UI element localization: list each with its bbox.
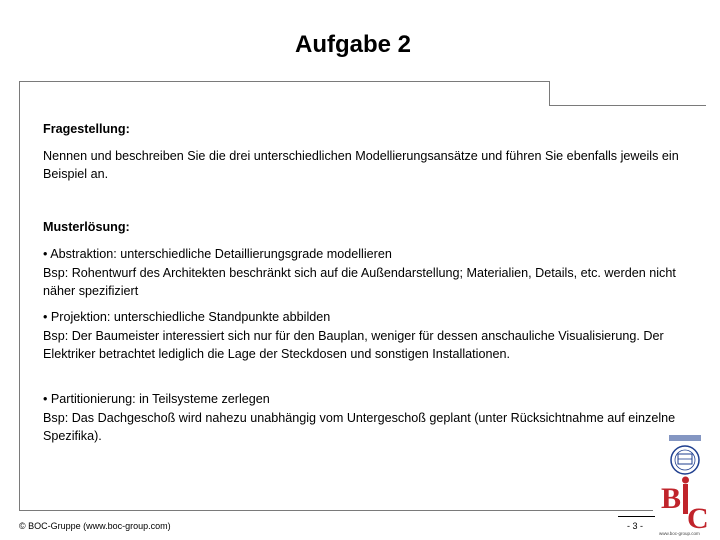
- footer-line: [618, 516, 655, 517]
- solution-point: • Projektion: unterschiedliche Standpunkte abbilden: [43, 310, 331, 324]
- university-boc-logo: [655, 432, 713, 537]
- question-heading: Fragestellung:: [43, 122, 130, 136]
- logo-url-text: www.boc-group.com: [659, 531, 700, 536]
- boc-letters-icon: [661, 477, 709, 536]
- solution-example: Bsp: Der Baumeister interessiert sich nur für den Bauplan, weniger für dessen anschauliche Visualisierung. Der Elektriker betrachtet lediglich die Lage der Steckdosen und sonstigen Installationen.: [43, 328, 664, 361]
- solution-heading: Musterlösung:: [43, 220, 130, 234]
- solution-block: [43, 218, 683, 237]
- footer-copyright: © BOC-Gruppe (www.boc-group.com): [19, 521, 171, 531]
- frame-step-line: [549, 81, 550, 105]
- frame-top-line: [19, 81, 549, 82]
- solution-example: Bsp: Rohentwurf des Architekten beschränkt sich auf die Außendarstellung; Materialien, Details, etc. werden nicht näher spezifiziert: [43, 265, 676, 298]
- solution-point: • Partitionierung: in Teilsysteme zerlegen: [43, 392, 270, 406]
- solution-item-partitionierung: [43, 390, 683, 446]
- question-block: [43, 120, 683, 184]
- page-number: - 3 -: [627, 521, 644, 531]
- frame-top-right-line: [549, 105, 706, 106]
- solution-example: Bsp: Das Dachgeschoß wird nahezu unabhängig vom Untergeschoß geplant (unter Rücksichtnahme auf einzelne Spezifika).: [43, 410, 676, 443]
- svg-text:B: B: [661, 482, 682, 515]
- solution-point: • Abstraktion: unterschiedliche Detaillierungsgrade modellieren: [43, 247, 392, 261]
- frame-bottom-line: [19, 510, 653, 511]
- frame-left-line: [19, 81, 20, 510]
- question-text: Nennen und beschreiben Sie die drei unterschiedlichen Modellierungsansätze und führen Sie ebenfalls jeweils ein Beispiel an.: [43, 148, 679, 181]
- solution-item-projektion: [43, 308, 683, 364]
- university-seal-icon: [669, 435, 701, 474]
- solution-item-abstraktion: [43, 245, 683, 301]
- svg-text:C: C: [687, 502, 709, 535]
- slide-title: Aufgabe 2: [294, 31, 411, 58]
